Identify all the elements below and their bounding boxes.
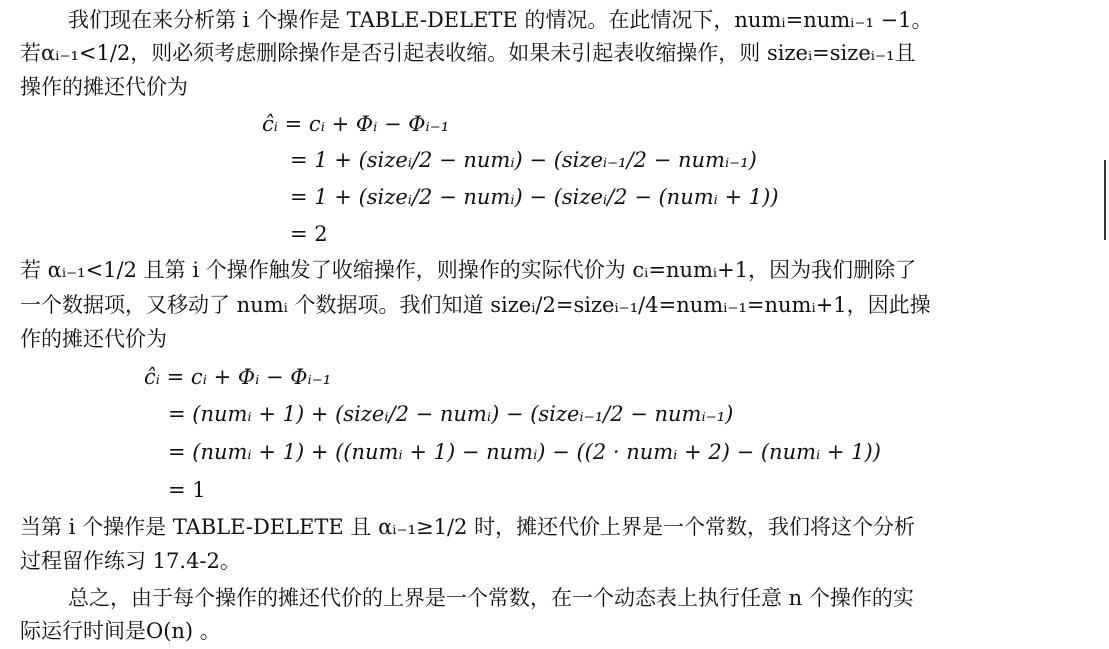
equation-1-line-2: = 1 + (sizeᵢ/2 − numᵢ) − (sizeᵢ₋₁/2 − numᵢ₋₁) (290, 148, 757, 172)
equation-1-line-1: ĉᵢ = cᵢ + Φᵢ − Φᵢ₋₁ (262, 112, 450, 136)
margin-rule (1104, 160, 1106, 240)
paragraph-3-line-2: 过程留作练习 17.4-2。 (20, 549, 241, 573)
paragraph-2-line-3: 作的摊还代价为 (20, 327, 167, 351)
equation-2-line-4: = 1 (168, 478, 206, 502)
paragraph-1-line-2: 若αᵢ₋₁<1/2，则必须考虑删除操作是否引起表收缩。如果未引起表收缩操作，则 sizeᵢ=sizeᵢ₋₁且 (20, 41, 916, 65)
paragraph-4-line-2: 际运行时间是O(n) 。 (20, 619, 221, 643)
paragraph-2-line-1: 若 αᵢ₋₁<1/2 且第 i 个操作触发了收缩操作，则操作的实际代价为 cᵢ=numᵢ+1，因为我们删除了 (20, 258, 917, 282)
equation-1-line-4: = 2 (290, 222, 328, 246)
equation-2-line-1: ĉᵢ = cᵢ + Φᵢ − Φᵢ₋₁ (144, 365, 332, 389)
paragraph-1-line-3: 操作的摊还代价为 (20, 75, 188, 99)
paragraph-2-line-2: 一个数据项，又移动了 numᵢ 个数据项。我们知道 sizeᵢ/2=sizeᵢ₋₁/4=numᵢ₋₁=numᵢ+1，因此操 (20, 293, 931, 317)
equation-1-line-3: = 1 + (sizeᵢ/2 − numᵢ) − (sizeᵢ/2 − (numᵢ + 1)) (290, 185, 779, 209)
paragraph-4-line-1: 总之，由于每个操作的摊还代价的上界是一个常数，在一个动态表上执行任意 n 个操作的实 (68, 586, 914, 610)
paragraph-1-line-1: 我们现在来分析第 i 个操作是 TABLE-DELETE 的情况。在此情况下，numᵢ=numᵢ₋₁ −1。 (68, 8, 933, 32)
paragraph-3-line-1: 当第 i 个操作是 TABLE-DELETE 且 αᵢ₋₁≥1/2 时，摊还代价上界是一个常数，我们将这个分析 (20, 515, 916, 539)
equation-2-line-2: = (numᵢ + 1) + (sizeᵢ/2 − numᵢ) − (sizeᵢ₋₁/2 − numᵢ₋₁) (168, 402, 734, 426)
equation-2-line-3: = (numᵢ + 1) + ((numᵢ + 1) − numᵢ) − ((2 · numᵢ + 2) − (numᵢ + 1)) (168, 440, 881, 464)
